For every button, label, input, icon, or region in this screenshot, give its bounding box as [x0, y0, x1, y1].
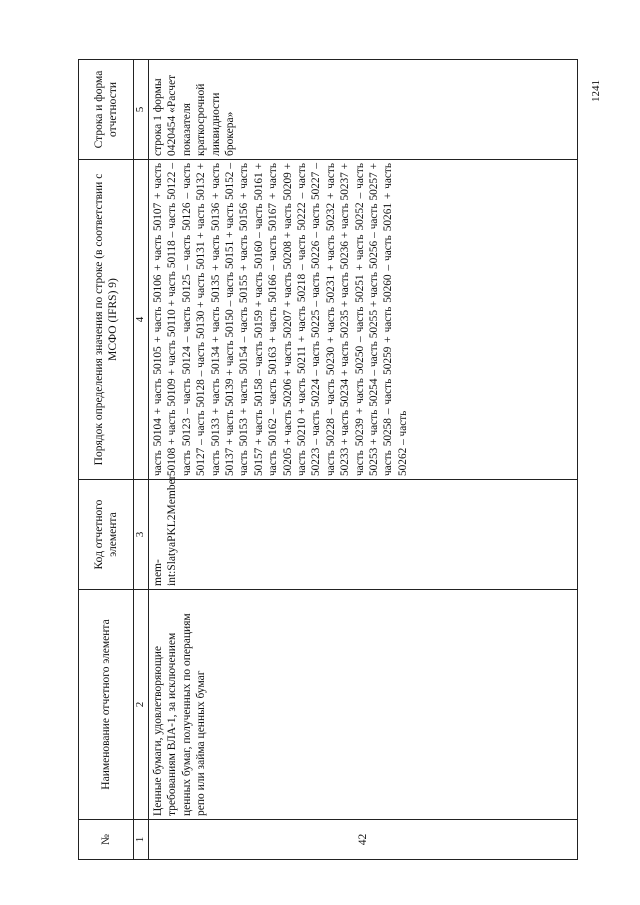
element-code: mem-int:SlatyaPKL2Member	[148, 480, 577, 590]
element-formula: часть 50104 + часть 50105 + часть 50106 + часть 50107 + часть 50108 + часть 50109 + часть 50110 + часть 50118 – часть 50122 – часть 50123 – часть 50124 – часть 50125 – часть 50126 – часть 50127 – часть 50128 – часть 50130 + часть 50131 + часть 50132 + часть 50133 + часть 50134 + часть 50135 + часть 50136 + часть 50137 + часть 50139 + часть 50150 – часть 50151 + часть 50152 – часть 50153 + часть 50154 – часть 50155 + часть 50156 + часть 50157 + часть 50158 – часть 50159 + часть 50160 – часть 50161 + часть 50162 – часть 50163 + часть 50166 – часть 50167 + часть 50205 + часть 50206 + часть 50207 + часть 50208 + часть 50209 + часть 50210 + часть 50211 + часть 50218 – часть 50222 – часть 50223 – часть 50224 – часть 50225 – часть 50226 – часть 50227 – часть 50228 – часть 50230 + часть 50231 + часть 50232 + часть 50233 + часть 50234 + часть 50235 + часть 50236 + часть 50237 + часть 50239 + часть 50250 – часть 50251 + часть 50252 – часть 50253 + часть 50254 – часть 50255 + часть 50256 – часть 50257 + часть 50258 – часть 50259 + часть 50260 – часть 50261 + часть 50262 – часть	[148, 160, 577, 480]
header-name: Наименование отчетного элемента	[79, 590, 134, 820]
page-number: 1241	[590, 80, 602, 102]
column-number: 4	[133, 160, 148, 480]
column-number: 2	[133, 590, 148, 820]
report-form: строка 1 формы 0420454 «Расчет показателя краткосрочной ликвидности брокера»	[148, 60, 577, 160]
table-row	[148, 60, 577, 860]
report-table	[78, 59, 578, 860]
column-number: 3	[133, 480, 148, 590]
header-number: №	[79, 820, 134, 860]
rotated-table-container	[78, 60, 578, 860]
column-number: 5	[133, 60, 148, 160]
column-number: 1	[133, 820, 148, 860]
header-form: Строка и форма отчетности	[79, 60, 134, 160]
element-name: Ценные бумаги, удовлетворяющие требованиям ВЛА-1, за исключением ценных бумаг, полученных по операциям репо или займа ценных бумаг	[148, 590, 577, 820]
header-row	[79, 60, 134, 860]
column-number-row	[133, 60, 148, 860]
header-formula: Порядок определения значения по строке (в соответствии с МСФО (IFRS) 9)	[79, 160, 134, 480]
header-code: Код отчетного элемента	[79, 480, 134, 590]
row-number: 42	[148, 820, 577, 860]
